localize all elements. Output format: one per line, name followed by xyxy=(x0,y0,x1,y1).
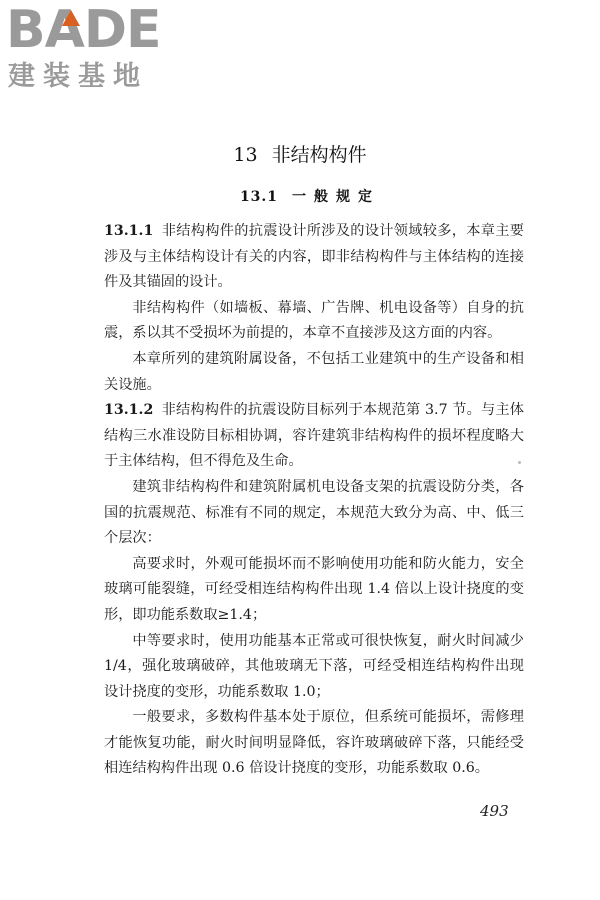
chapter-title xyxy=(0,142,600,168)
paragraph: 高要求时，外观可能损坏而不影响使用功能和防火能力，安全玻璃可能裂缝，可经受相连结构构件出现 1.4 倍以上设计挠度的变形，即功能系数取≥1.4； xyxy=(104,555,524,623)
logo-subtitle: 建装基地 xyxy=(8,61,148,92)
logo-accent-triangle-icon xyxy=(62,10,80,26)
logo-brand-text: BADE xyxy=(6,0,161,60)
paragraph-text: 非结构构件的抗震设计所涉及的设计领域较多，本章主要涉及与主体结构设计有关的内容，即非结构构件与主体结构的连接件及其锚固的设计。 xyxy=(104,223,524,291)
paragraph xyxy=(104,398,524,475)
scan-speck xyxy=(518,461,521,464)
paragraph: 一般要求，多数构件基本处于原位，但系统可能损坏，需修理才能恢复功能，耐火时间明显降低，容许玻璃破碎下落，只能经受相连结构构件出现 0.6 倍设计挠度的变形，功能系数取 0.6。 xyxy=(104,709,524,777)
clause-number: 13.1.2 xyxy=(104,402,154,419)
section-name: 一般规定 xyxy=(292,189,381,205)
chapter-number: 13 xyxy=(233,144,258,166)
paragraph: 中等要求时，使用功能基本正常或可很快恢复，耐火时间减少 1/4，强化玻璃破碎，其他玻璃无下落，可经受相连结构构件出现设计挠度的变形，功能系数取 1.0； xyxy=(104,632,524,700)
paragraph xyxy=(104,219,524,296)
chapter-name: 非结构构件 xyxy=(271,144,367,166)
section-title xyxy=(0,186,600,208)
paragraph: 非结构构件（如墙板、幕墙、广告牌、机电设备等）自身的抗震，系以其不受损坏为前提的，本章不直接涉及这方面的内容。 xyxy=(104,299,524,342)
paragraph: 建筑非结构构件和建筑附属机电设备支架的抗震设防分类，各国的抗震规范、标准有不同的规定，本规范大致分为高、中、低三个层次： xyxy=(104,478,524,547)
watermark-logo xyxy=(6,0,181,96)
clause-number: 13.1.1 xyxy=(104,223,154,239)
paragraph: 本章所列的建筑附属设备，不包括工业建筑中的生产设备和相关设施。 xyxy=(104,350,524,393)
section-number: 13.1 xyxy=(239,189,279,205)
body-text xyxy=(104,219,524,782)
paragraph-text: 非结构构件的抗震设防目标列于本规范第 3.7 节。与主体结构三水准设防目标相协调，容许建筑非结构构件的损坏程度略大于主体结构，但不得危及生命。 xyxy=(104,402,524,470)
page-number: 493 xyxy=(480,802,509,820)
